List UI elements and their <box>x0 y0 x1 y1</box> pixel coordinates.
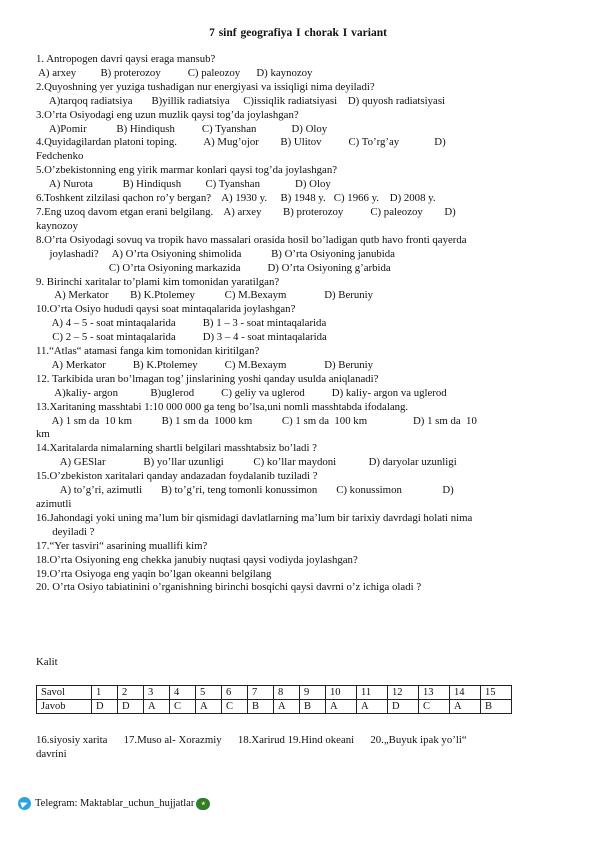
savol-cell: 9 <box>300 686 326 700</box>
javob-cell: B <box>248 700 274 714</box>
savol-cell: 8 <box>274 686 300 700</box>
question-line: A) Merkator B) K.Ptolemey C) M.Bexaym D) Beruniy <box>36 358 374 371</box>
page-title: 7 sinf geografiya I chorak I variant <box>209 27 387 39</box>
question-line: A) to’g’ri, azimutli B) to’g’ri, teng tomonli konussimon C) konussimon D) <box>36 484 454 497</box>
question-line: C) 2 – 5 - soat mintaqalarida D) 3 – 4 - soat mintaqalarida <box>36 331 327 344</box>
question-line: A)tarqoq radiatsiya B)yillik radiatsiya C)issiqlik radiatsiyasi D) quyosh radiatsiyasi <box>36 94 446 107</box>
question-line: joylashadi? A) O’rta Osiyoning shimolida B) O’rta Osiyoning janubida <box>36 247 395 260</box>
savol-cell: 15 <box>481 686 512 700</box>
question-line: 13.Xaritaning masshtabi 1:10 000 000 ga teng bo’lsa,uni nomli masshtabda ifodalang. <box>36 400 409 413</box>
javob-cell: A <box>357 700 388 714</box>
savol-cell: 5 <box>196 686 222 700</box>
extra-answers-line: davrini <box>36 748 67 760</box>
question-line: 14.Xaritalarda nimalarning shartli belgilari masshtabsiz bo’ladi ? <box>36 442 317 455</box>
savol-cell: 7 <box>248 686 274 700</box>
savol-cell: 11 <box>357 686 388 700</box>
question-line: 10.O’rta Osiyo hududi qaysi soat mintaqalarida joylashgan? <box>36 303 296 316</box>
javob-cell: A <box>326 700 357 714</box>
savol-label: Savol <box>37 686 92 700</box>
savol-cell: 1 <box>92 686 118 700</box>
telegram-text: Telegram: Maktablar_uchun_hujjatlar <box>35 798 195 809</box>
question-line: 15.O’zbekiston xaritalari qanday andazadan foydalanib tuziladi ? <box>36 470 318 483</box>
question-line: 17.“Yer tasviri“ asarining muallifi kim? <box>36 539 208 552</box>
question-line: 8.O’rta Osiyodagi sovuq va tropik havo massalari orasida hosil bo’ladigan qutb havo fronti qayerda <box>36 233 467 246</box>
javob-cell: A <box>274 700 300 714</box>
answer-key-heading: Kalit <box>36 656 58 668</box>
savol-cell: 3 <box>144 686 170 700</box>
extra-answers-line: 16.siyosiy xarita 17.Muso al- Xorazmiy 18.Xarirud 19.Hind okeani 20.„Buyuk ipak yo’li“ <box>36 734 467 746</box>
savol-cell: 13 <box>419 686 450 700</box>
javob-cell: D <box>118 700 144 714</box>
telegram-icon <box>18 797 31 810</box>
savol-row <box>37 686 512 700</box>
javob-cell: A <box>450 700 481 714</box>
telegram-footer[interactable] <box>18 797 210 810</box>
savol-cell: 6 <box>222 686 248 700</box>
question-line: 9. Birinchi xaritalar to’plami kim tomonidan yaratilgan? <box>36 275 280 288</box>
question-line: 12. Tarkibida uran bo’lmagan tog’ jinslarining yoshi qanday usulda aniqlanadi? <box>36 372 379 385</box>
javob-row <box>37 700 512 714</box>
question-line: kaynozoy <box>36 219 78 232</box>
question-line: 11.“Atlas“ atamasi fanga kim tomonidan kiritilgan? <box>36 345 260 358</box>
question-line: 6.Toshkent zilzilasi qachon ro’y bergan? A) 1930 y. B) 1948 y. C) 1966 y. D) 2008 y. <box>36 192 436 205</box>
question-line: deyiladi ? <box>36 525 95 538</box>
questions-block <box>36 53 566 595</box>
question-line: A) Merkator B) K.Ptolemey C) M.Bexaym D) Beruniy <box>36 289 374 302</box>
javob-cell: B <box>300 700 326 714</box>
question-line: 7.Eng uzoq davom etgan erani belgilang. A) arxey B) proterozoy C) paleozoy D) <box>36 205 456 218</box>
javob-cell: C <box>222 700 248 714</box>
savol-cell: 14 <box>450 686 481 700</box>
question-line: 19.O’rta Osiyoga eng yaqin bo’lgan okeanni belgilang <box>36 567 272 580</box>
question-line: 1. Antropogen davri qaysi eraga mansub? <box>36 53 216 65</box>
question-line: A) 1 sm da 10 km B) 1 sm da 1000 km C) 1 sm da 100 km D) 1 sm da 10 <box>36 414 477 427</box>
javob-cell: D <box>92 700 118 714</box>
question-line: 5.O’zbekistonning eng yirik marmar konlari qaysi tog’da joylashgan? <box>36 164 338 177</box>
question-line: 4.Quyidagilardan platoni toping. A) Mug’ojor B) Ulitov C) To’rg’ay D) <box>36 136 446 149</box>
question-line: km <box>36 428 50 441</box>
question-line: 18.O’rta Osiyoning eng chekka janubiy nuqtasi qaysi vodiyda joylashgan? <box>36 553 358 566</box>
savol-cell: 10 <box>326 686 357 700</box>
question-line: A)kaliy- argon B)uglerod C) geliy va uglerod D) kaliy- argon va uglerod <box>36 386 447 399</box>
savol-cell: 12 <box>388 686 419 700</box>
javob-cell: B <box>481 700 512 714</box>
javob-cell: C <box>419 700 450 714</box>
javob-label: Javob <box>37 700 92 714</box>
question-line: 20. O’rta Osiyo tabiatinini o’rganishning birinchi bosqichi qaysi davrni o’z ichiga oladi ? <box>36 581 422 594</box>
question-line: A) Nurota B) Hindiqush C) Tyanshan D) Oloy <box>36 178 331 191</box>
question-line: A) arxey B) proterozoy C) paleozoy D) kaynozoy <box>36 66 313 79</box>
answer-key-table <box>36 685 512 714</box>
javob-cell: A <box>196 700 222 714</box>
question-line: 2.Quyoshning yer yuziga tushadigan nur energiyasi va issiqligi nima deyiladi? <box>36 80 375 93</box>
question-line: Fedchenko <box>36 150 84 163</box>
javob-cell: D <box>388 700 419 714</box>
question-line: A) GESlar B) yo’llar uzunligi C) ko’llar maydoni D) daryolar uzunligi <box>36 456 457 469</box>
question-line: C) O’rta Osiyoning markazida D) O’rta Osiyoning g’arbida <box>36 261 391 274</box>
badge-icon: ★ <box>196 798 210 810</box>
javob-cell: C <box>170 700 196 714</box>
extra-answers <box>36 733 566 761</box>
question-line: 3.O’rta Osiyodagi eng uzun muzlik qaysi tog’da joylashgan? <box>36 108 299 121</box>
question-line: A)Pomir B) Hindiqush C) Tyanshan D) Oloy <box>36 122 328 135</box>
savol-cell: 2 <box>118 686 144 700</box>
question-line: 16.Jahondagi yoki uning ma’lum bir qismidagi davlatlarning ma’lum bir tarixiy davrdagi holati nima <box>36 511 473 524</box>
question-line: A) 4 – 5 - soat mintaqalarida B) 1 – 3 - soat mintaqalarida <box>36 317 327 330</box>
question-line: azimutli <box>36 498 72 510</box>
savol-cell: 4 <box>170 686 196 700</box>
javob-cell: A <box>144 700 170 714</box>
